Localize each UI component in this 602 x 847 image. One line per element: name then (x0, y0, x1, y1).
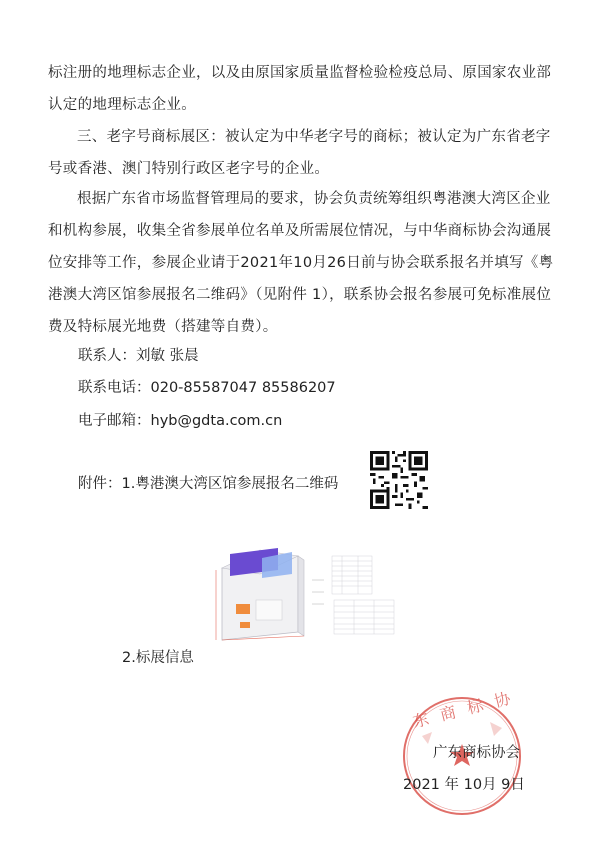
contact-phone: 联系电话：020-85587047 85586207 (78, 380, 336, 396)
booth-spec-table-1 (332, 556, 372, 594)
attachment-2-label: 2.标展信息 (122, 650, 194, 666)
document-date: 2021 年 10月 9日 (403, 777, 525, 793)
paragraph-registration: 根据广东省市场监督管理局的要求，协会负责统筹组织粤港澳大湾区企业和机构参展，收集全省参展单位名单及所需展位情况，与中华商标协会沟通展位安排等工作，参展企业请于2021年10月26日前与协会联系报名并填写《粤港澳大湾区馆参展报名二维码》（见附件 1），联系协会报名参展可免标准展位费及特标展光地费（搭建等自费）。 (48, 191, 554, 335)
paragraph-geo-brands: 标注册的地理标志企业，以及由原国家质量监督检验检疫总局、原国家农业部认定的地理标志企业。 (48, 65, 552, 113)
booth-diagram-image (200, 540, 410, 650)
organization-signature: 广东商标协会 (433, 745, 520, 761)
contact-email: 电子邮箱：hyb@gdta.com.cn (78, 413, 283, 429)
attachment-1-label: 附件：1.粤港澳大湾区馆参展报名二维码 (78, 476, 339, 492)
contact-persons: 联系人：刘敏 张晨 (78, 348, 199, 364)
booth-structure (216, 548, 324, 640)
seal-arc-text: 东商标协 (410, 685, 525, 732)
paragraph-heritage-brands: 三、老字号商标展区：被认定为中华老字号的商标；被认定为广东省老字号或香港、澳门特别行政区老字号的企业。 (48, 129, 551, 177)
qr-code-image (370, 451, 428, 509)
booth-spec-table-2 (334, 600, 394, 634)
